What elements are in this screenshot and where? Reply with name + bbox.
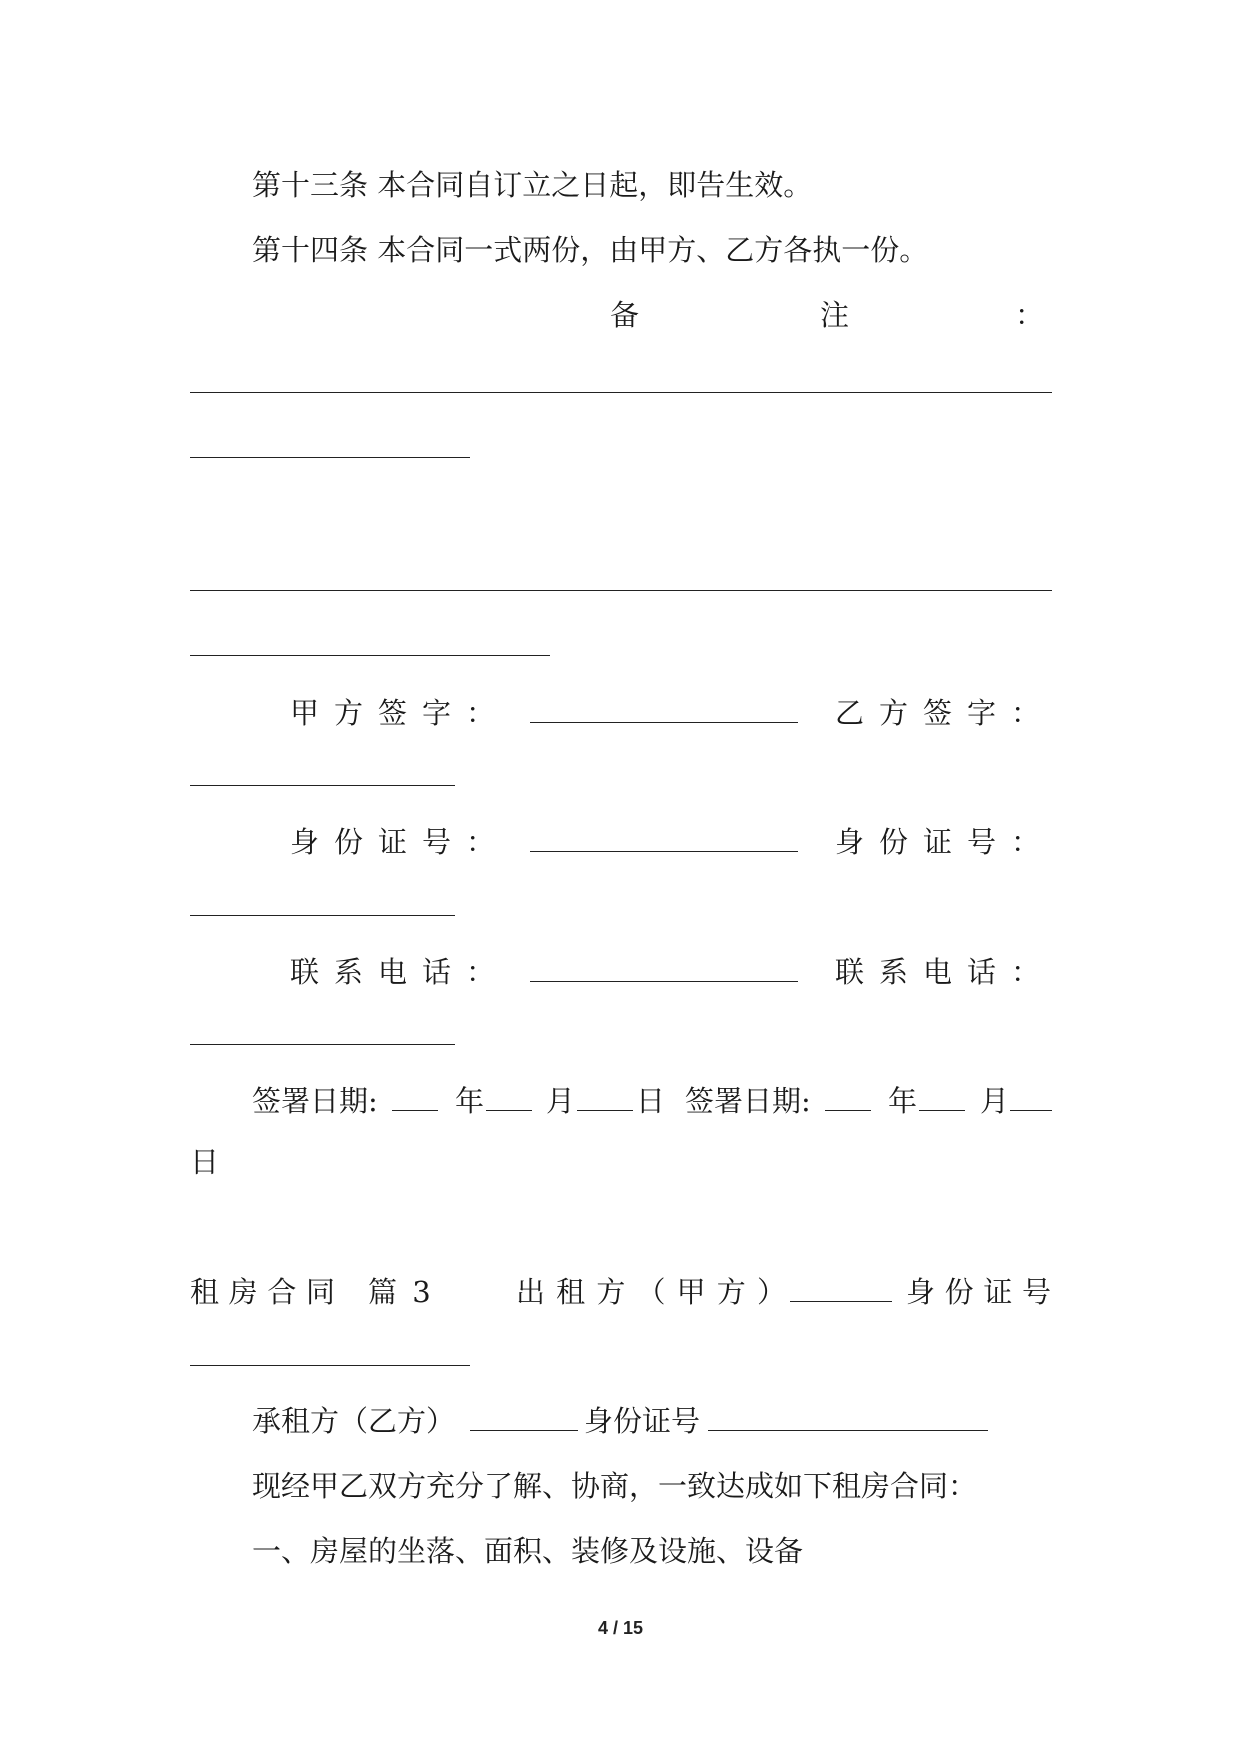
party-a-phone-label bbox=[290, 952, 495, 992]
date-b-day-field[interactable] bbox=[1010, 1110, 1052, 1111]
party-a-id-char: 号 bbox=[421, 825, 451, 859]
party-b-phone-label bbox=[835, 952, 1040, 992]
page-number: 4 / 15 bbox=[597, 1618, 644, 1638]
party-a-sign-char: 字 bbox=[421, 696, 451, 730]
party-a-phone-char: 联 bbox=[290, 955, 320, 989]
date-a-day-label: 日 bbox=[636, 1084, 666, 1118]
lessee-id-field[interactable] bbox=[708, 1430, 988, 1431]
party-a-sign-char: 方 bbox=[333, 696, 363, 730]
party-b-id-char: 份 bbox=[878, 825, 908, 859]
party-b-id-char: 身 bbox=[835, 825, 865, 859]
lessor-char: 甲 bbox=[676, 1275, 706, 1309]
party-a-id-char: 身 bbox=[290, 825, 320, 859]
lessor-label bbox=[516, 1272, 786, 1312]
lessor-char: 方 bbox=[596, 1275, 626, 1309]
party-a-phone-char: 话 bbox=[421, 955, 451, 989]
party-a-id-char: 证 bbox=[377, 825, 407, 859]
party-b-sign-char: 方 bbox=[878, 696, 908, 730]
party-a-id-char: 份 bbox=[333, 825, 363, 859]
party-a-phone-char: 电 bbox=[377, 955, 407, 989]
party-b-sign-char: 签 bbox=[922, 696, 952, 730]
lessor-id-label bbox=[906, 1272, 1051, 1312]
lessor-char: 出 bbox=[516, 1275, 546, 1309]
date-b-year-label: 年 bbox=[888, 1084, 918, 1118]
party-b-id-label bbox=[835, 822, 1040, 862]
party-a-id-field[interactable] bbox=[530, 851, 798, 852]
party-a-phone-char: ： bbox=[465, 955, 495, 989]
lessor-char: ） bbox=[756, 1275, 786, 1309]
remarks-colon: ： bbox=[1015, 298, 1045, 332]
party-b-sign-char: ： bbox=[1010, 696, 1040, 730]
lessor-char: （ bbox=[636, 1275, 666, 1309]
lessee-id-label: 身份证号 bbox=[584, 1404, 701, 1438]
contract3-title-char: 房 bbox=[228, 1275, 258, 1309]
contract3-title bbox=[190, 1272, 335, 1312]
date-a-month-field[interactable] bbox=[486, 1110, 532, 1111]
remarks-char-1: 备 bbox=[610, 298, 640, 332]
date-b-month-label: 月 bbox=[980, 1084, 1010, 1118]
party-b-phone-char: 电 bbox=[922, 955, 952, 989]
clause-13: 第十三条 本合同自订立之日起，即告生效。 bbox=[252, 168, 813, 202]
signing-date-b-label: 签署日期: bbox=[685, 1084, 811, 1118]
lessor-id-char: 号 bbox=[1021, 1275, 1051, 1309]
party-a-sign-field[interactable] bbox=[530, 722, 798, 723]
party-b-phone-char: 系 bbox=[878, 955, 908, 989]
party-a-sign-char: 签 bbox=[377, 696, 407, 730]
lessor-char: 租 bbox=[556, 1275, 586, 1309]
party-a-phone-field[interactable] bbox=[530, 981, 798, 982]
party-a-id-char: ： bbox=[465, 825, 495, 859]
party-b-phone-char: 话 bbox=[966, 955, 996, 989]
date-a-day-field[interactable] bbox=[577, 1110, 633, 1111]
signing-date-a-label: 签署日期: bbox=[252, 1084, 378, 1118]
contract3-title-char: 租 bbox=[190, 1275, 220, 1309]
party-b-sign-label bbox=[835, 693, 1040, 733]
party-a-sign-label bbox=[290, 693, 495, 733]
party-b-id-char: 号 bbox=[966, 825, 996, 859]
date-b-month-field[interactable] bbox=[919, 1110, 965, 1111]
remarks-blank-line-1[interactable] bbox=[190, 392, 1052, 393]
contract3-title-char: 同 bbox=[305, 1275, 335, 1309]
party-b-phone-field[interactable] bbox=[190, 1044, 455, 1045]
party-b-sign-char: 字 bbox=[966, 696, 996, 730]
date-b-day-label: 日 bbox=[190, 1145, 220, 1179]
section-1-heading: 一、房屋的坐落、面积、装修及设施、设备 bbox=[252, 1534, 804, 1568]
contract3-intro: 现经甲乙双方充分了解、协商，一致达成如下租房合同： bbox=[252, 1469, 978, 1503]
party-b-id-field[interactable] bbox=[190, 915, 455, 916]
contract3-title-char: 合 bbox=[267, 1275, 297, 1309]
date-a-year-field[interactable] bbox=[392, 1110, 438, 1111]
party-a-phone-char: 系 bbox=[333, 955, 363, 989]
lessor-id-char: 份 bbox=[944, 1275, 974, 1309]
date-a-month-label: 月 bbox=[546, 1084, 576, 1118]
lessee-label: 承租方（乙方） bbox=[252, 1404, 456, 1438]
party-a-id-label bbox=[290, 822, 495, 862]
date-a-year-label: 年 bbox=[455, 1084, 485, 1118]
date-b-year-field[interactable] bbox=[825, 1110, 871, 1111]
lessor-char: 方 bbox=[716, 1275, 746, 1309]
party-b-phone-char: ： bbox=[1010, 955, 1040, 989]
party-b-id-char: 证 bbox=[922, 825, 952, 859]
remarks-blank-line-4[interactable] bbox=[190, 655, 550, 656]
clause-14: 第十四条 本合同一式两份，由甲方、乙方各执一份。 bbox=[252, 233, 929, 267]
lessor-id-char: 身 bbox=[906, 1275, 936, 1309]
party-b-phone-char: 联 bbox=[835, 955, 865, 989]
party-b-id-char: ： bbox=[1010, 825, 1040, 859]
contract3-part: 篇 3 bbox=[368, 1275, 431, 1309]
lessee-name-field[interactable] bbox=[470, 1430, 578, 1431]
lessor-id-char: 证 bbox=[983, 1275, 1013, 1309]
remarks-blank-line-2[interactable] bbox=[190, 457, 470, 458]
remarks-blank-line-3[interactable] bbox=[190, 590, 1052, 591]
lessor-name-field[interactable] bbox=[790, 1301, 892, 1302]
party-b-sign-field[interactable] bbox=[190, 785, 455, 786]
party-a-sign-char: ： bbox=[465, 696, 495, 730]
party-a-sign-char: 甲 bbox=[290, 696, 320, 730]
remarks-char-2: 注 bbox=[820, 298, 850, 332]
lessor-id-field[interactable] bbox=[190, 1365, 470, 1366]
party-b-sign-char: 乙 bbox=[835, 696, 865, 730]
